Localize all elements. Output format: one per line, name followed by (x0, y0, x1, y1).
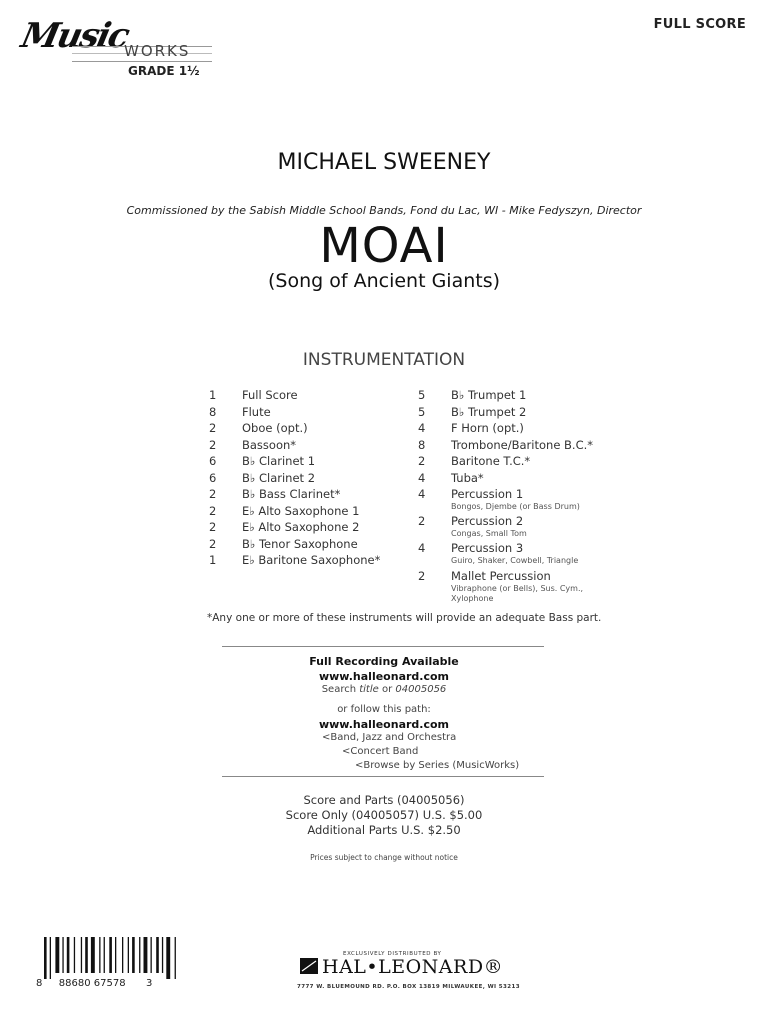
logo-script-text: Music (17, 16, 132, 56)
instrument-name-text: E♭ Alto Saxophone 1 (242, 503, 360, 518)
follow-path-label: or follow this path: (337, 704, 431, 715)
instrument-qty: 4 (418, 487, 426, 501)
instrument-name-text: Full Score (242, 388, 298, 402)
search-prefix: Search (321, 684, 360, 695)
barcode-bar (122, 937, 123, 973)
grade-label: GRADE 1½ (128, 64, 200, 78)
instrument-name (451, 388, 526, 402)
instrument-name-text: Baritone T.C.* (451, 454, 531, 468)
instrument-qty: 5 (418, 404, 426, 419)
instrument-qty: 2 (209, 536, 217, 551)
barcode-bar (50, 937, 51, 979)
distributed-by-label: EXCLUSIVELY DISTRIBUTED BY (343, 951, 442, 957)
instrument-qty: 2 (209, 437, 217, 452)
instrument-name-text: B♭ Clarinet 1 (242, 454, 316, 468)
instrument-qty: 1 (209, 388, 217, 402)
barcode-bar (55, 937, 59, 973)
publisher-address: 7777 W. BLUEMOUND RD. P.O. BOX 13819 MILWAUKEE, WI 53213 (297, 984, 520, 990)
instrument-name-text: Percussion 2 (451, 514, 524, 528)
barcode-bar (151, 937, 152, 973)
search-hint (0, 684, 768, 695)
instrument-name-text: B♭ Bass Clarinet* (242, 487, 341, 501)
instrument-qty: 2 (418, 514, 426, 528)
barcode-bar (175, 937, 176, 979)
instrument-name-text: F Horn (opt.) (451, 421, 524, 435)
piece-subtitle: (Song of Ancient Giants) (267, 270, 501, 292)
path-step-2: <Concert Band (342, 746, 419, 757)
instrument-qty: 6 (209, 454, 217, 468)
search-code: 04005056 (395, 684, 447, 695)
barcode-digit-left: 8 (36, 978, 43, 989)
instrument-name (242, 438, 296, 452)
bass-part-footnote: *Any one or more of these instruments will provide an adequate Bass part. (207, 612, 602, 624)
instrument-qty: 2 (209, 421, 217, 435)
commission-note: Commissioned by the Sabish Middle School Bands, Fond du Lac, WI - Mike Fedyszyn, Director (126, 204, 642, 217)
barcode-digit-right: 3 (145, 978, 153, 989)
path-url-link[interactable]: www.halleonard.com (318, 718, 450, 731)
price-line-score-only: Score Only (04005057) U.S. $5.00 (285, 808, 483, 822)
instrument-qty: 2 (418, 454, 426, 468)
barcode-digit-main: 88680 67578 (58, 978, 126, 989)
recording-url-link[interactable]: www.halleonard.com (318, 670, 450, 683)
instrument-name-text: Flute (242, 404, 271, 419)
barcode-bar (91, 937, 95, 973)
instrument-name (242, 421, 308, 435)
instrument-name-text: Mallet Percussion (451, 569, 551, 583)
instrument-name (451, 421, 524, 435)
instrument-qty: 8 (418, 437, 426, 452)
path-step-1: <Band, Jazz and Orchestra (322, 732, 457, 743)
barcode-icon (44, 937, 199, 979)
instrument-name (242, 504, 359, 518)
barcode-bar (81, 937, 82, 973)
piece-title: MOAI (319, 218, 449, 274)
barcode-bar (74, 937, 75, 973)
musicworks-logo (17, 16, 222, 82)
instrument-name-text: Tuba* (451, 470, 484, 485)
barcode-bar (139, 937, 140, 973)
instrument-list-right (418, 388, 648, 603)
instrument-name-text: E♭ Alto Saxophone 2 (242, 520, 360, 534)
barcode-bar (99, 937, 100, 973)
publisher-name: HAL•LEONARD® (322, 956, 504, 978)
instrument-name-text: B♭ Trumpet 1 (451, 388, 527, 402)
instrument-name (242, 537, 358, 551)
instrument-name (451, 471, 484, 485)
barcode-bar (144, 937, 148, 973)
instrument-name-text: E♭ Baritone Saxophone* (242, 553, 381, 567)
instrument-detail: Guiro, Shaker, Cowbell, Triangle (451, 556, 579, 565)
barcode-digits (36, 978, 152, 989)
instrument-name (451, 405, 526, 419)
instrument-qty: 5 (418, 388, 426, 402)
hal-leonard-logo-icon (300, 958, 318, 974)
instrument-name-text: Oboe (opt.) (242, 421, 308, 435)
instrument-name (451, 438, 593, 452)
instrument-name-text: B♭ Trumpet 2 (451, 404, 527, 419)
instrument-name (242, 487, 340, 501)
instrument-qty: 2 (209, 503, 217, 518)
instrument-name (242, 520, 359, 534)
full-score-label: FULL SCORE (653, 17, 746, 32)
barcode-bar (62, 937, 63, 973)
price-line-score-parts: Score and Parts (04005056) (303, 793, 465, 807)
barcode-bar (162, 937, 163, 973)
instrument-name (242, 388, 298, 402)
instrument-name-text: B♭ Tenor Saxophone (242, 536, 358, 551)
barcode-bar (104, 937, 105, 973)
instrument-name-text: Percussion 3 (451, 541, 524, 555)
barcode-bar (128, 937, 129, 973)
instrument-name-text: B♭ Clarinet 2 (242, 470, 316, 485)
barcode-bar (109, 937, 112, 973)
instrument-name (451, 487, 626, 512)
instrument-qty: 1 (209, 553, 217, 567)
barcode-bar (132, 937, 135, 973)
instrument-list-left (209, 388, 409, 578)
logo-works-text: WORKS (124, 42, 191, 60)
search-title: title (359, 684, 379, 695)
recording-heading: Full Recording Available (309, 655, 459, 668)
instrument-name (451, 454, 530, 468)
instrument-detail: Bongos, Djembe (or Bass Drum) (451, 502, 580, 511)
instrument-name-text: Bassoon* (242, 437, 297, 452)
instrumentation-heading: INSTRUMENTATION (302, 350, 466, 370)
divider-top (222, 646, 544, 647)
composer-name: MICHAEL SWEENEY (277, 150, 491, 175)
instrument-name (242, 405, 271, 419)
instrument-qty: 4 (418, 421, 426, 435)
barcode-bar (115, 937, 116, 973)
instrument-name (451, 541, 626, 566)
instrument-name (242, 471, 315, 485)
search-or: or (378, 684, 396, 695)
instrument-detail: Vibraphone (or Bells), Sus. Cym., Xylophone (451, 584, 584, 603)
instrument-qty: 2 (209, 487, 217, 501)
price-notice: Prices subject to change without notice (310, 853, 458, 862)
instrument-qty: 8 (209, 404, 217, 419)
path-step-3: <Browse by Series (MusicWorks) (355, 760, 520, 771)
divider-bottom (222, 776, 544, 777)
instrument-qty: 2 (418, 569, 426, 583)
instrument-qty: 2 (209, 520, 217, 534)
barcode-bar (166, 937, 170, 979)
instrument-qty: 4 (418, 541, 426, 555)
instrument-name-text: Percussion 1 (451, 487, 524, 501)
instrument-name-text: Trombone/Baritone B.C.* (451, 437, 594, 452)
price-line-additional: Additional Parts U.S. $2.50 (307, 823, 461, 837)
barcode-bar (156, 937, 159, 973)
instrument-qty: 4 (418, 470, 426, 485)
instrument-name (451, 569, 626, 604)
barcode-bar (44, 937, 47, 979)
instrument-name (242, 454, 315, 468)
barcode-bar (67, 937, 70, 973)
instrument-detail: Congas, Small Tom (451, 529, 527, 538)
instrument-name (242, 553, 380, 567)
instrument-name (451, 514, 626, 539)
barcode-bar (85, 937, 88, 973)
instrument-qty: 6 (209, 470, 217, 485)
